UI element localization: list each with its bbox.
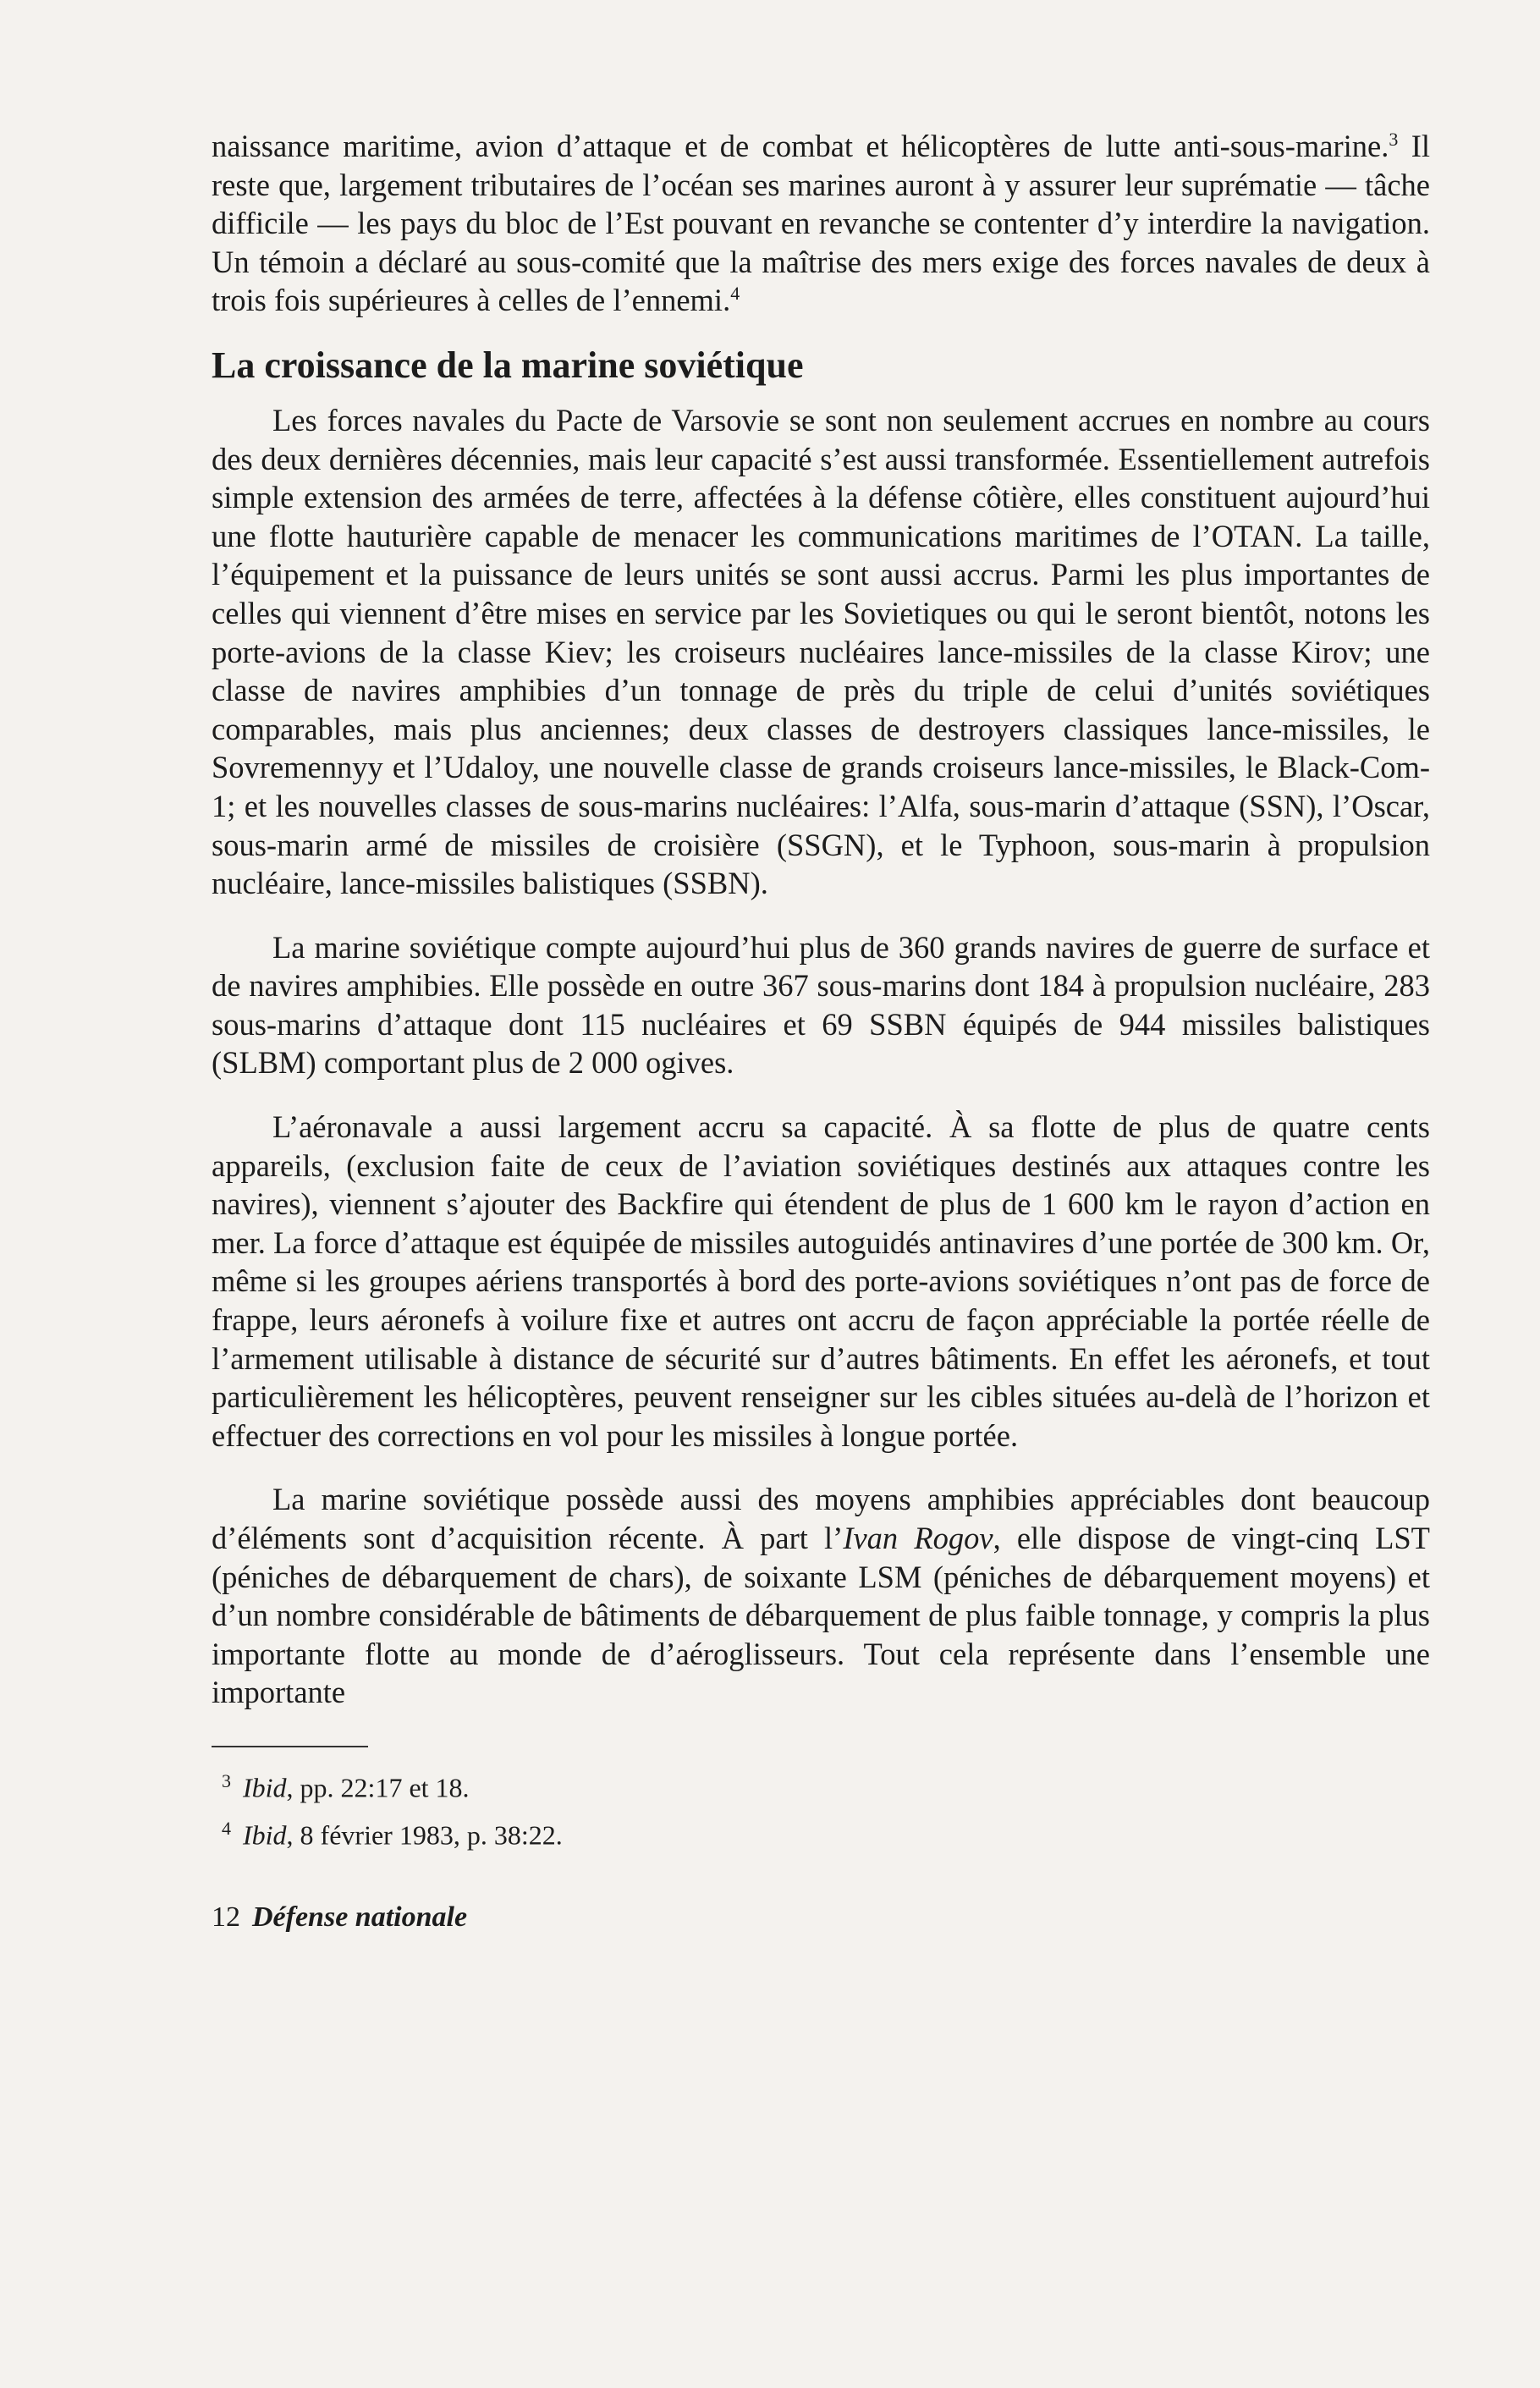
- footnote-number: 4: [222, 1817, 231, 1839]
- footnote-ibid: Ibid: [243, 1772, 287, 1803]
- paragraph-2: Les forces navales du Pacte de Varsovie se sont non seulement accrues en nombre au cours des deux dernières décennies, mais leur capacité s’est aussi transformée. Essentiellement autrefois simple extension des armées de terre, affectées à la défense côtière, elles constituent aujourd’hui une flotte hauturière capable de menacer les communications maritimes de l’OTAN. La taille, l’équipement et la puissance de leurs unités se sont aussi accrus. Parmi les plus importantes de celles qui viennent d’être mises en service par les Sovietiques ou qui le seront bientôt, notons les porte-avions de la classe Kiev; les croiseurs nucléaires lance-missiles de la classe Kirov; une classe de navires amphibies d’un tonnage de près du triple de celui d’unités soviétiques comparables, mais plus anciennes; deux classes de destroyers classiques lance-missiles, le Sovremennyy et l’Udaloy, une nouvelle classe de grands croiseurs lance-missiles, le Black-Com-1; et les nouvelles classes de sous-marins nucléaires: l’Alfa, sous-marin d’attaque (SSN), l’Oscar, sous-marin armé de missiles de croisière (SSGN), et le Typhoon, sous-marin à propulsion nucléaire, lance-missiles balistiques (SSBN).: [212, 402, 1430, 901]
- footnote-divider: [212, 1746, 368, 1747]
- section-heading: La croissance de la marine soviétique: [212, 344, 804, 386]
- page-number: 12: [212, 1901, 240, 1934]
- footnote-3: [222, 1761, 1430, 1808]
- paragraph-4: L’aéronavale a aussi largement accru sa capacité. À sa flotte de plus de quatre cents appareils, (exclusion faite de ceux de l’aviation soviétiques destinés aux attaques contre les navires), viennent s’ajouter des Backfire qui étendent de plus de 1 600 km le rayon d’action en mer. La force d’attaque est équipée de missiles autoguidés antinavires d’une portée de 300 km. Or, même si les groupes aériens transportés à bord des porte-avions soviétiques n’ont pas de force de frappe, leurs aéronefs à voilure fixe et autres ont accru de façon appréciable la portée réelle de l’armement utilisable à distance de sécurité sur d’autres bâtiments. En effet les aéronefs, et tout particulièrement les hélicoptères, peuvent renseigner sur les cibles situées au-delà de l’horizon et effectuer des corrections en vol pour les missiles à longue portée.: [212, 1109, 1430, 1453]
- paragraph-5: [212, 1480, 1430, 1712]
- paragraph-text: , elle dispose de vingt-cinq LST (péniches de débarquement de chars), de soixante LSM (péniches de débarquement moyens) et d’un nombre considérable de bâtiments de débarquement de plus faible tonnage, y compris la plus importante flotte au monde de d’aéroglisseurs. Tout cela représente dans l’ensemble une importante: [212, 1521, 1430, 1710]
- footnote-text: , 8 février 1983, p. 38:22.: [286, 1819, 563, 1851]
- paragraph-1: [212, 127, 1430, 320]
- footnote-ref: 4: [730, 283, 740, 305]
- footnote-text: , pp. 22:17 et 18.: [286, 1772, 470, 1803]
- journal-title: Défense nationale: [252, 1901, 468, 1934]
- document-page: [212, 127, 1430, 1936]
- paragraph-text: naissance maritime, avion d’attaque et de combat et hélicoptères de lutte anti-sous-marine.: [212, 129, 1389, 163]
- paragraph-text: La marine soviétique possède aussi des moyens amphibies appréciables dont beaucoup d’éléments sont d’acquisition récente. À part l’: [212, 1482, 1430, 1555]
- paragraph-text: Il reste que, largement tributaires de l’océan ses marines auront à y assurer leur suprématie — tâche difficile — les pays du bloc de l’Est pouvant en revanche se contenter d’y interdire la navigation. Un témoin a déclaré au sous-comité que la maîtrise des mers exige des forces navales de deux à trois fois supérieures à celles de l’ennemi.: [212, 129, 1430, 318]
- page-footer: [212, 1899, 1430, 1936]
- ship-name: Ivan Rogov: [843, 1521, 993, 1555]
- footnote-4: [222, 1808, 1430, 1856]
- footnote-ref: 3: [1389, 128, 1399, 150]
- paragraph-3: La marine soviétique compte aujourd’hui plus de 360 grands navires de guerre de surface et de navires amphibies. Elle possède en outre 367 sous-marins dont 184 à propulsion nucléaire, 283 sous-marins d’attaque dont 115 nucléaires et 69 SSBN équipés de 944 missiles balistiques (SLBM) comportant plus de 2 000 ogives.: [212, 929, 1430, 1081]
- footnote-number: 3: [222, 1769, 231, 1791]
- footnote-ibid: Ibid: [243, 1819, 287, 1851]
